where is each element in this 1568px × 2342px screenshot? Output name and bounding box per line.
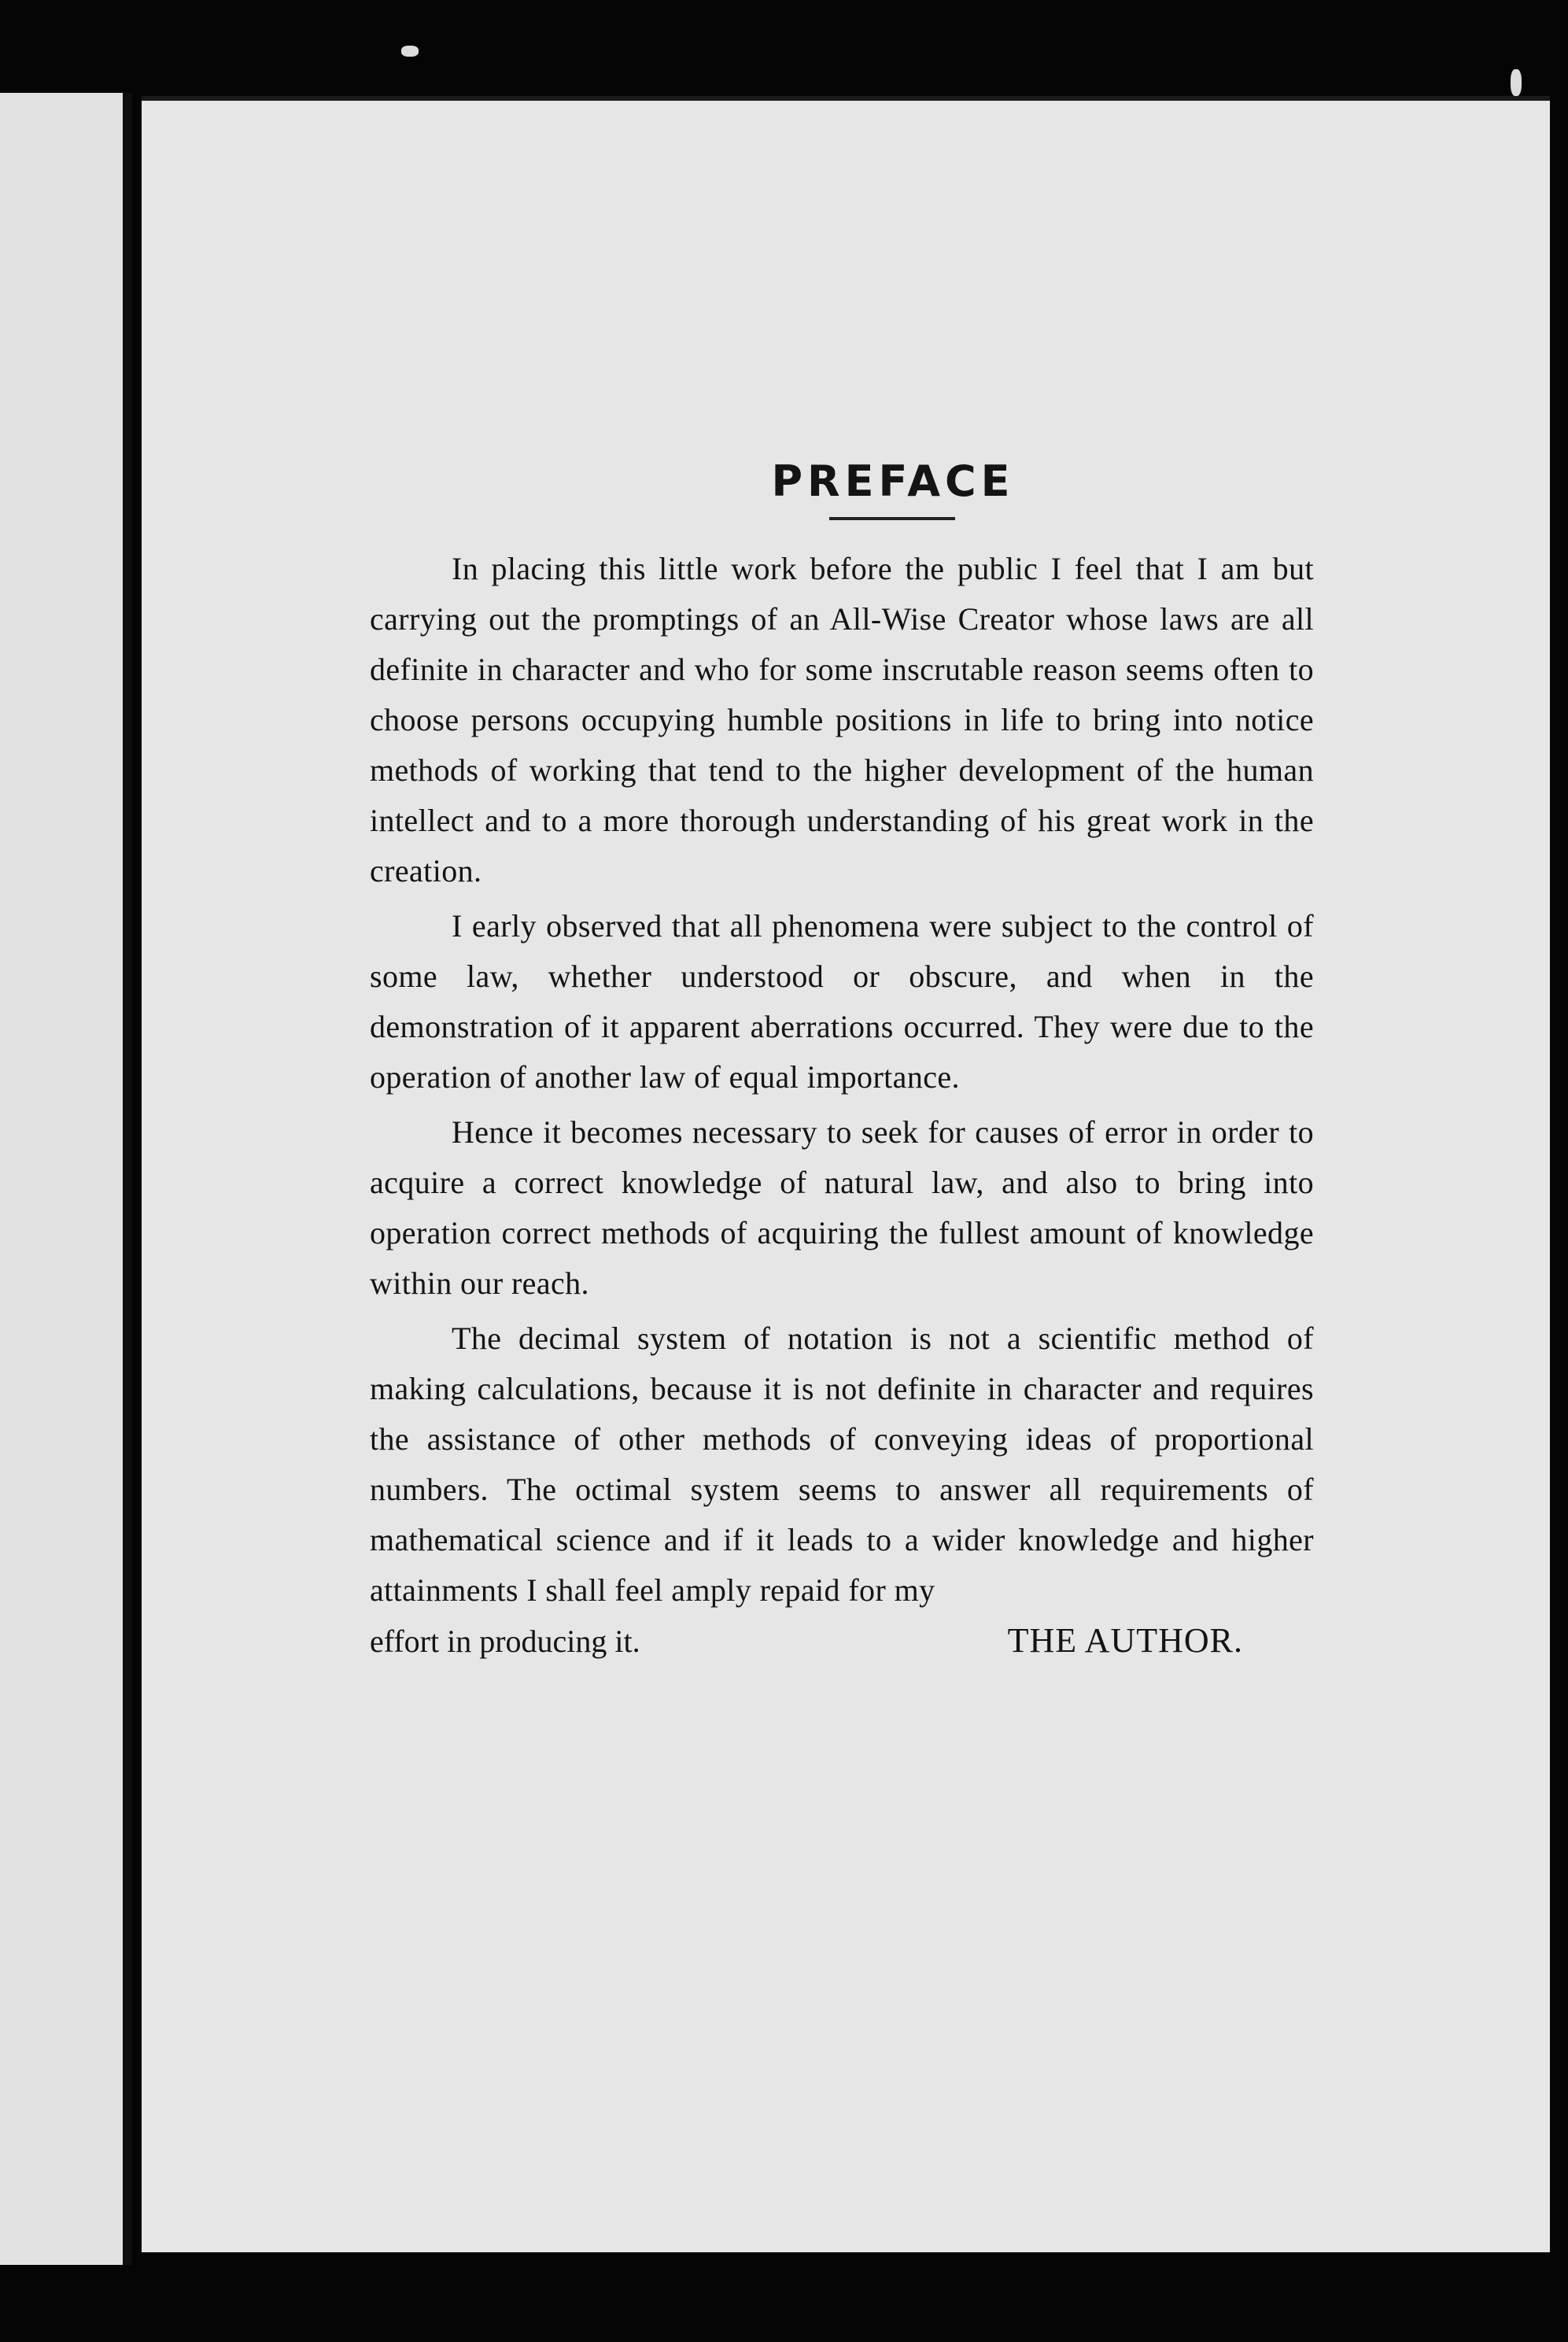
preface-text	[370, 456, 1314, 1667]
author-signature: THE AUTHOR.	[1007, 1621, 1243, 1660]
page-title: PREFACE	[771, 456, 1015, 506]
title-rule	[829, 517, 955, 520]
paragraph: I early observed that all phenomena were subject to the control of some law, whether understood or obscure, and when in the demonstration of it apparent aberrations occurred. They were due to the operation of another law of equal importance.	[370, 908, 1314, 1095]
scan-speck	[1511, 69, 1522, 96]
paragraph: Hence it becomes necessary to seek for causes of error in order to acquire a correct knowledge of natural law, and also to bring into operation correct methods of acquiring the fullest amount of knowledge within our reach.	[370, 1114, 1314, 1301]
facing-page-edge	[0, 93, 132, 2265]
closing-text: effort in producing it.	[370, 1624, 640, 1659]
scan-speck	[401, 46, 419, 57]
paragraph: The decimal system of notation is not a scientific method of making calculations, because it is not definite in character and requires the assistance of other methods of conveying ideas of proportional numbers. The octimal system seems to answer all requirements of mathematical science and if it leads to a wider knowledge and higher attainments I shall feel amply repaid for my	[370, 1321, 1314, 1608]
paragraph: In placing this little work before the public I feel that I am but carrying out the promptings of an All-Wise Creator whose laws are all definite in character and who for some inscrutable reason seems often to choose persons occupying humble positions in life to bring into notice methods of working that tend to the higher development of the human intellect and to a more thorough understanding of his great work in the creation.	[370, 551, 1314, 888]
closing-line	[370, 1616, 1314, 1667]
